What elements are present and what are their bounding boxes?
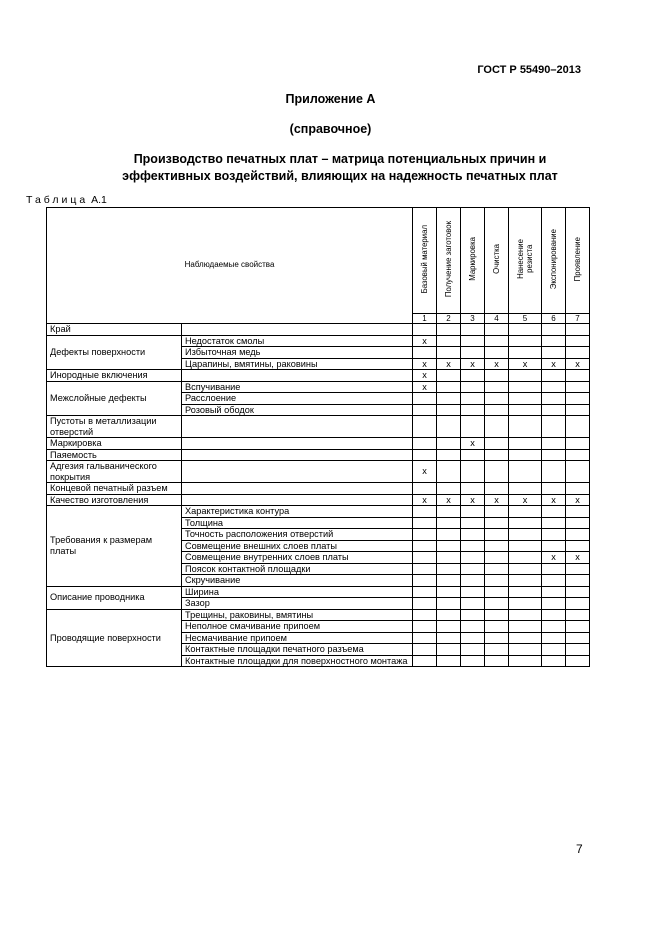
row-property-label: Неполное смачивание припоем bbox=[182, 621, 413, 633]
matrix-cell bbox=[542, 483, 566, 495]
matrix-cell bbox=[437, 483, 461, 495]
matrix-cell bbox=[509, 449, 542, 461]
matrix-cell bbox=[413, 575, 437, 587]
matrix-cell bbox=[437, 381, 461, 393]
matrix-cell bbox=[461, 632, 485, 644]
matrix-cell bbox=[509, 347, 542, 359]
column-number: 7 bbox=[566, 314, 590, 324]
column-header-7 bbox=[566, 208, 590, 314]
matrix-cell bbox=[437, 655, 461, 667]
matrix-cell bbox=[542, 586, 566, 598]
row-property-label: Зазор bbox=[182, 598, 413, 610]
matrix-cell: x bbox=[509, 494, 542, 506]
matrix-cell bbox=[461, 506, 485, 518]
matrix-cell bbox=[413, 586, 437, 598]
table-row bbox=[47, 506, 590, 518]
matrix-cell bbox=[461, 540, 485, 552]
row-property-label bbox=[182, 461, 413, 483]
column-number: 3 bbox=[461, 314, 485, 324]
matrix-cell bbox=[437, 404, 461, 416]
column-number: 2 bbox=[437, 314, 461, 324]
row-property-label: Несмачивание припоем bbox=[182, 632, 413, 644]
matrix-cell bbox=[509, 438, 542, 450]
row-property-label: Царапины, вмятины, раковины bbox=[182, 358, 413, 370]
appendix-title: Приложение А bbox=[285, 92, 376, 106]
row-property-label: Поясок контактной площадки bbox=[182, 563, 413, 575]
column-number: 4 bbox=[485, 314, 509, 324]
matrix-cell bbox=[485, 438, 509, 450]
column-header-5 bbox=[509, 208, 542, 314]
row-property-label bbox=[182, 438, 413, 450]
matrix-cell bbox=[509, 393, 542, 405]
matrix-cell bbox=[509, 644, 542, 656]
matrix-cell bbox=[542, 529, 566, 541]
matrix-cell bbox=[461, 483, 485, 495]
row-group-label: Инородные включения bbox=[47, 370, 182, 382]
row-property-label bbox=[182, 324, 413, 336]
row-property-label: Точность расположения отверстий bbox=[182, 529, 413, 541]
matrix-cell: x bbox=[485, 494, 509, 506]
row-property-label: Толщина bbox=[182, 517, 413, 529]
matrix-cell: x bbox=[413, 381, 437, 393]
appendix-subtitle: (справочное) bbox=[289, 122, 372, 136]
matrix-cell bbox=[413, 552, 437, 564]
column-header-label bbox=[516, 239, 534, 279]
matrix-cell bbox=[509, 621, 542, 633]
matrix-cell bbox=[485, 483, 509, 495]
matrix-cell bbox=[542, 598, 566, 610]
matrix-cell bbox=[542, 449, 566, 461]
matrix-cell bbox=[542, 370, 566, 382]
row-property-label bbox=[182, 370, 413, 382]
table-caption bbox=[26, 194, 107, 206]
row-property-label: Характеристика контура bbox=[182, 506, 413, 518]
matrix-cell bbox=[413, 609, 437, 621]
column-header-line: Нанесение bbox=[516, 239, 525, 280]
column-header-label bbox=[444, 221, 453, 297]
table-caption-id: А.1 bbox=[91, 194, 107, 206]
matrix-cell bbox=[566, 438, 590, 450]
matrix-cell bbox=[461, 324, 485, 336]
matrix-cell bbox=[485, 381, 509, 393]
row-property-label: Ширина bbox=[182, 586, 413, 598]
row-property-label bbox=[182, 494, 413, 506]
matrix-cell bbox=[542, 324, 566, 336]
table-row bbox=[47, 461, 590, 483]
matrix-cell bbox=[485, 644, 509, 656]
matrix-cell bbox=[413, 632, 437, 644]
matrix-cell: x bbox=[461, 358, 485, 370]
matrix-cell bbox=[437, 586, 461, 598]
matrix-cell bbox=[509, 335, 542, 347]
matrix-cell bbox=[566, 449, 590, 461]
column-header-label bbox=[573, 237, 582, 281]
matrix-cell bbox=[566, 416, 590, 438]
matrix-cell bbox=[413, 416, 437, 438]
table-row bbox=[47, 438, 590, 450]
matrix-cell: x bbox=[437, 494, 461, 506]
matrix-cell bbox=[461, 655, 485, 667]
matrix-cell bbox=[485, 449, 509, 461]
matrix-cell bbox=[566, 483, 590, 495]
matrix-cell bbox=[461, 609, 485, 621]
matrix-cell bbox=[566, 347, 590, 359]
row-property-label: Скручивание bbox=[182, 575, 413, 587]
matrix-cell bbox=[485, 347, 509, 359]
column-header-4 bbox=[485, 208, 509, 314]
matrix-cell bbox=[509, 404, 542, 416]
matrix-cell: x bbox=[413, 335, 437, 347]
column-header-label bbox=[420, 225, 429, 293]
matrix-cell bbox=[461, 335, 485, 347]
matrix-cell bbox=[542, 381, 566, 393]
matrix-cell bbox=[461, 416, 485, 438]
matrix-cell bbox=[485, 575, 509, 587]
matrix-cell bbox=[461, 575, 485, 587]
matrix-cell bbox=[413, 621, 437, 633]
matrix-cell bbox=[437, 324, 461, 336]
matrix-cell bbox=[485, 529, 509, 541]
matrix-cell bbox=[509, 609, 542, 621]
matrix-cell bbox=[437, 393, 461, 405]
matrix-cell bbox=[542, 621, 566, 633]
matrix-cell bbox=[485, 506, 509, 518]
matrix-cell bbox=[509, 563, 542, 575]
matrix-cell: x bbox=[437, 358, 461, 370]
matrix-cell: x bbox=[566, 358, 590, 370]
matrix-cell bbox=[566, 644, 590, 656]
matrix-cell bbox=[566, 506, 590, 518]
table-row bbox=[47, 381, 590, 393]
matrix-cell: x bbox=[566, 552, 590, 564]
matrix-cell bbox=[542, 335, 566, 347]
matrix-cell bbox=[461, 563, 485, 575]
matrix-cell bbox=[461, 461, 485, 483]
matrix-cell bbox=[413, 404, 437, 416]
matrix-cell bbox=[437, 575, 461, 587]
matrix-cell bbox=[566, 621, 590, 633]
row-group-label: Адгезия гальванического покрытия bbox=[47, 461, 182, 483]
matrix-cell bbox=[566, 324, 590, 336]
table-row bbox=[47, 483, 590, 495]
matrix-cell bbox=[485, 609, 509, 621]
table-row bbox=[47, 416, 590, 438]
matrix-cell bbox=[542, 632, 566, 644]
matrix-cell bbox=[509, 324, 542, 336]
matrix-cell bbox=[509, 586, 542, 598]
row-group-label: Качество изготовления bbox=[47, 494, 182, 506]
table-header-row bbox=[47, 208, 590, 314]
standard-number: ГОСТ Р 55490–2013 bbox=[477, 64, 581, 76]
column-header-line: резиста bbox=[525, 245, 534, 274]
matrix-cell bbox=[437, 540, 461, 552]
matrix-cell bbox=[413, 324, 437, 336]
matrix-cell bbox=[437, 529, 461, 541]
matrix-cell bbox=[437, 517, 461, 529]
matrix-cell bbox=[542, 517, 566, 529]
matrix-cell bbox=[485, 416, 509, 438]
matrix-cell bbox=[509, 529, 542, 541]
matrix-cell bbox=[437, 621, 461, 633]
matrix-cell: x bbox=[542, 552, 566, 564]
matrix-cell bbox=[461, 529, 485, 541]
matrix-cell bbox=[413, 483, 437, 495]
matrix-cell bbox=[413, 449, 437, 461]
matrix-cell bbox=[542, 393, 566, 405]
column-header-1 bbox=[413, 208, 437, 314]
matrix-cell bbox=[437, 632, 461, 644]
matrix-cell bbox=[509, 381, 542, 393]
column-header-6 bbox=[542, 208, 566, 314]
column-header-line: Экспонирование bbox=[549, 229, 558, 290]
page-number: 7 bbox=[576, 842, 583, 856]
matrix-cell bbox=[437, 347, 461, 359]
matrix-cell bbox=[509, 540, 542, 552]
matrix-cell bbox=[461, 404, 485, 416]
matrix-cell: x bbox=[461, 438, 485, 450]
matrix-cell bbox=[413, 563, 437, 575]
matrix-cell bbox=[542, 563, 566, 575]
matrix-cell bbox=[509, 575, 542, 587]
column-header-line: Получение заготовок bbox=[444, 221, 453, 298]
matrix-cell bbox=[542, 575, 566, 587]
matrix-cell bbox=[566, 586, 590, 598]
matrix-cell bbox=[485, 393, 509, 405]
document-heading bbox=[60, 151, 620, 185]
matrix-cell bbox=[485, 370, 509, 382]
column-number: 1 bbox=[413, 314, 437, 324]
matrix-cell: x bbox=[461, 494, 485, 506]
matrix-cell bbox=[542, 461, 566, 483]
matrix-cell bbox=[509, 598, 542, 610]
row-property-label: Трещины, раковины, вмятины bbox=[182, 609, 413, 621]
matrix-cell bbox=[509, 416, 542, 438]
column-header-2 bbox=[437, 208, 461, 314]
row-group-label: Концевой печатный разъем bbox=[47, 483, 182, 495]
matrix-cell: x bbox=[413, 358, 437, 370]
row-property-label bbox=[182, 416, 413, 438]
row-property-label bbox=[182, 483, 413, 495]
row-group-label: Дефекты поверхности bbox=[47, 335, 182, 370]
matrix-cell bbox=[485, 461, 509, 483]
row-property-label: Вспучивание bbox=[182, 381, 413, 393]
matrix-cell bbox=[437, 335, 461, 347]
matrix-cell bbox=[566, 381, 590, 393]
matrix-cell bbox=[542, 347, 566, 359]
column-header-label bbox=[492, 244, 501, 274]
matrix-cell bbox=[566, 517, 590, 529]
table-row bbox=[47, 449, 590, 461]
table-row bbox=[47, 494, 590, 506]
column-header-line: Маркировка bbox=[468, 237, 477, 282]
matrix-cell bbox=[509, 483, 542, 495]
matrix-cell bbox=[566, 335, 590, 347]
observed-properties-header: Наблюдаемые свойства bbox=[47, 208, 413, 324]
column-header-line: Проявление bbox=[573, 237, 582, 282]
column-number: 5 bbox=[509, 314, 542, 324]
row-property-label bbox=[182, 449, 413, 461]
heading-line-2: эффективных воздействий, влияющих на надежность печатных плат bbox=[122, 169, 558, 183]
matrix-cell bbox=[413, 655, 437, 667]
matrix-cell bbox=[485, 404, 509, 416]
matrix-cell bbox=[542, 609, 566, 621]
matrix-cell bbox=[413, 540, 437, 552]
column-header-label bbox=[549, 229, 558, 289]
matrix-cell bbox=[485, 324, 509, 336]
column-header-line: Очистка bbox=[492, 244, 501, 275]
row-group-label: Паяемость bbox=[47, 449, 182, 461]
matrix-cell bbox=[461, 347, 485, 359]
matrix-cell bbox=[413, 393, 437, 405]
row-group-label: Пустоты в металлизации отверстий bbox=[47, 416, 182, 438]
matrix-cell bbox=[566, 529, 590, 541]
matrix-cell bbox=[566, 609, 590, 621]
matrix-cell bbox=[566, 655, 590, 667]
table-row bbox=[47, 609, 590, 621]
matrix-cell bbox=[485, 517, 509, 529]
matrix-cell: x bbox=[542, 494, 566, 506]
matrix-cell bbox=[566, 540, 590, 552]
matrix-cell bbox=[461, 393, 485, 405]
table-row bbox=[47, 370, 590, 382]
matrix-cell bbox=[542, 438, 566, 450]
matrix-cell bbox=[461, 586, 485, 598]
matrix-cell bbox=[509, 632, 542, 644]
matrix-cell bbox=[461, 381, 485, 393]
matrix-cell bbox=[437, 609, 461, 621]
matrix-cell bbox=[566, 575, 590, 587]
matrix-cell bbox=[566, 632, 590, 644]
row-property-label: Избыточная медь bbox=[182, 347, 413, 359]
table-row bbox=[47, 324, 590, 336]
matrix-cell: x bbox=[509, 358, 542, 370]
table-caption-word: Таблица bbox=[26, 194, 89, 206]
matrix-cell bbox=[413, 347, 437, 359]
matrix-cell bbox=[509, 461, 542, 483]
matrix-cell bbox=[509, 370, 542, 382]
matrix-cell bbox=[437, 506, 461, 518]
row-group-label: Межслойные дефекты bbox=[47, 381, 182, 416]
matrix-cell bbox=[485, 335, 509, 347]
matrix-cell bbox=[413, 529, 437, 541]
row-property-label: Контактные площадки печатного разъема bbox=[182, 644, 413, 656]
matrix-cell bbox=[437, 461, 461, 483]
table-row bbox=[47, 335, 590, 347]
matrix-cell bbox=[461, 621, 485, 633]
matrix-cell bbox=[461, 517, 485, 529]
matrix-cell bbox=[461, 370, 485, 382]
row-group-label: Требования к размерам платы bbox=[47, 506, 182, 587]
matrix-cell bbox=[566, 461, 590, 483]
matrix-cell bbox=[413, 598, 437, 610]
matrix-cell bbox=[485, 540, 509, 552]
matrix-cell bbox=[485, 552, 509, 564]
row-group-label: Описание проводника bbox=[47, 586, 182, 609]
matrix-cell bbox=[485, 655, 509, 667]
matrix-cell bbox=[461, 552, 485, 564]
matrix-cell bbox=[542, 540, 566, 552]
matrix-cell: x bbox=[566, 494, 590, 506]
row-property-label: Розовый ободок bbox=[182, 404, 413, 416]
matrix-cell bbox=[437, 416, 461, 438]
matrix-cell bbox=[509, 552, 542, 564]
column-header-3 bbox=[461, 208, 485, 314]
matrix-cell bbox=[542, 416, 566, 438]
matrix-cell bbox=[485, 621, 509, 633]
matrix-cell bbox=[566, 563, 590, 575]
matrix-cell bbox=[437, 449, 461, 461]
table-row bbox=[47, 586, 590, 598]
row-property-label: Контактные площадки для поверхностного монтажа bbox=[182, 655, 413, 667]
matrix-cell: x bbox=[413, 461, 437, 483]
matrix-cell: x bbox=[485, 358, 509, 370]
matrix-cell bbox=[437, 438, 461, 450]
matrix-cell bbox=[566, 404, 590, 416]
matrix-cell bbox=[437, 644, 461, 656]
matrix-cell: x bbox=[413, 370, 437, 382]
matrix-cell: x bbox=[413, 494, 437, 506]
matrix-cell bbox=[485, 598, 509, 610]
matrix-cell bbox=[542, 655, 566, 667]
column-header-line: Базовый материал bbox=[420, 225, 429, 294]
matrix-cell bbox=[542, 404, 566, 416]
matrix-cell bbox=[485, 563, 509, 575]
row-property-label: Совмещение внутренних слоев платы bbox=[182, 552, 413, 564]
row-property-label: Недостаток смолы bbox=[182, 335, 413, 347]
matrix-cell bbox=[437, 552, 461, 564]
column-header-label bbox=[468, 237, 477, 281]
heading-line-1: Производство печатных плат – матрица потенциальных причин и bbox=[133, 152, 547, 166]
matrix-cell bbox=[485, 632, 509, 644]
reliability-matrix-table bbox=[46, 207, 590, 667]
matrix-cell bbox=[566, 370, 590, 382]
matrix-cell: x bbox=[542, 358, 566, 370]
matrix-cell bbox=[437, 563, 461, 575]
matrix-cell bbox=[542, 644, 566, 656]
row-property-label: Расслоение bbox=[182, 393, 413, 405]
matrix-cell bbox=[437, 370, 461, 382]
matrix-cell bbox=[461, 449, 485, 461]
matrix-cell bbox=[485, 586, 509, 598]
row-property-label: Совмещение внешних слоев платы bbox=[182, 540, 413, 552]
matrix-cell bbox=[542, 506, 566, 518]
matrix-cell bbox=[461, 598, 485, 610]
matrix-cell bbox=[413, 438, 437, 450]
matrix-cell bbox=[437, 598, 461, 610]
matrix-cell bbox=[566, 393, 590, 405]
matrix-cell bbox=[461, 644, 485, 656]
matrix-cell bbox=[566, 598, 590, 610]
matrix-cell bbox=[413, 506, 437, 518]
matrix-cell bbox=[509, 506, 542, 518]
column-number: 6 bbox=[542, 314, 566, 324]
row-group-label: Проводящие поверхности bbox=[47, 609, 182, 667]
row-group-label: Край bbox=[47, 324, 182, 336]
row-group-label: Маркировка bbox=[47, 438, 182, 450]
matrix-cell bbox=[509, 517, 542, 529]
matrix-cell bbox=[413, 517, 437, 529]
matrix-cell bbox=[413, 644, 437, 656]
matrix-cell bbox=[509, 655, 542, 667]
